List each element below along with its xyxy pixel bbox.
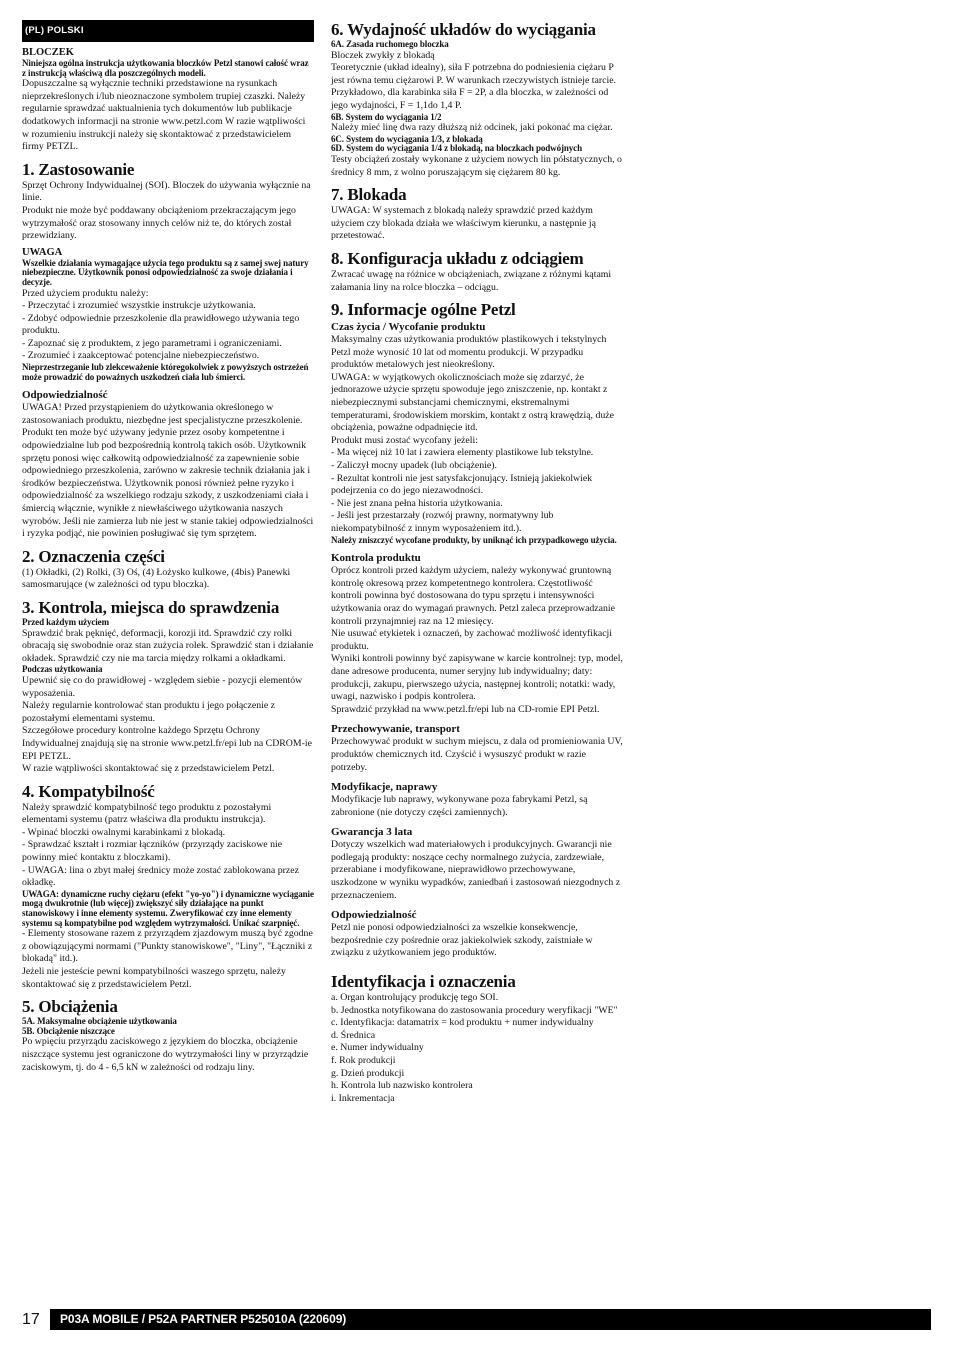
section-6-title: 6. Wydajność układów do wyciągania [331, 20, 596, 39]
s9-control-title: Kontrola produktu [331, 552, 421, 565]
section-2-title: 2. Oznaczenia części [22, 546, 165, 566]
identification-title: Identyfikacja i oznaczenia [331, 972, 516, 992]
s9-life-item: - Jeśli jest przestarzały (rozwój prawny, normatywny lub niekompatybilność z innym wyposażeniem itd.). [331, 510, 554, 534]
s1-item: - Zapoznać się z produktem, z jego parametrami i ograniczeniami. [22, 337, 282, 349]
s1-item: - Zdobyć odpowiednie przeszkolenie dla prawidłowego używania tego produktu. [22, 312, 300, 337]
s9-life-bold: Należy zniszczyć wycofane produkty, by uniknąć ich przypadkowego użycia. [331, 534, 617, 545]
ident-item: d. Średnica [331, 1029, 376, 1041]
s4-i3: - UWAGA: lina o zbyt małej średnicy może zostać zablokowana przez okładkę. [22, 864, 299, 889]
identification-section [331, 972, 623, 1105]
s9-storage-title: Przechowywanie, transport [331, 723, 460, 736]
s1-item: - Przeczytać i zrozumieć wszystkie instrukcje użytkowania. [22, 300, 256, 312]
s4-i1: - Wpinać bloczki owalnymi karabinkami z blokadą. [22, 826, 226, 838]
s9-control-p4: Sprawdzić przykład na www.petzl.fr/epi lub na CD-romie EPI Petzl. [331, 703, 600, 715]
section-7-title: 7. Blokada [331, 185, 407, 205]
ident-item: g. Dzień produkcji [331, 1067, 405, 1079]
s9-life-p1: Maksymalny czas użytkowania produktów plastikowych i tekstylnych Petzl może wynosić 10 lat od momentu produkcji. W przypadku produktów metalowych jest nieokreślony. [331, 334, 607, 371]
s6-d-title: 6D. System do wyciągania 1/4 z blokadą, na bloczkach podwójnych [331, 143, 582, 154]
s9-life-item: - Nie jest znana pełna historia użytkowania. [331, 497, 503, 509]
section-2 [22, 547, 314, 592]
s3-before-p: Sprawdzić brak pęknięć, deformacji, korozji itd. Sprawdzić czy rolki obracają się swobodnie oraz stan zużycia rolek. Sprawdzić stan i działanie okładek. Sprawdzić czy nie ma tarcia między rolkami a okładkami. [22, 627, 314, 664]
s3-during-p2: Należy regularnie kontrolować stan produktu i jego połączenie z pozostałymi elementami systemu. [22, 700, 275, 724]
s4-bold: UWAGA: dynamiczne ruchy ciężaru (efekt "yo-yo") i dynamiczne wyciąganie mogą dwukrotnie (lub więcej) zwiększyć siły działające na punkt stanowiskowy i inne elementy systemu. Zweryfikować czy inne elementy systemu są kompatybilne pod względem wytrzymałości. Unikać szarpnięć. [22, 888, 314, 928]
s8-p: Zwracać uwagę na różnice w obciążeniach, związane z różnymi kątami załamania liny na rolce bloczka – odciągu. [331, 268, 612, 293]
s1-resp-p1: UWAGA! Przed przystąpieniem do użytkowania określonego w zastosowaniach produktu, niezbędne jest specjalistyczne przeszkolenie. [22, 402, 303, 426]
s6-c-title: 6C. System do wyciągania 1/3, z blokadą [331, 133, 483, 144]
s3-during-p4: W razie wątpliwości skontaktować się z przedstawicielem Petzl. [22, 763, 275, 775]
ident-item: b. Jednostka notyfikowana do zastosowania procedury weryfikacji "WE" [331, 1004, 618, 1016]
s9-life-item: - Zaliczył mocny upadek (lub obciążenie). [331, 460, 497, 472]
ident-item: c. Identyfikacja: datamatrix = kod produktu + numer indywidualny [331, 1017, 594, 1029]
s6-a-title: 6A. Zasada ruchomego bloczka [331, 39, 449, 49]
s6-b-title: 6B. System do wyciągania 1/2 [331, 111, 442, 122]
intro-title: BLOCZEK [22, 47, 74, 58]
s9-control-p1: Oprócz kontroli przed każdym użyciem, należy wykonywać gruntowną kontrolę okresową przez kompetentnego kontrolera. Częstotliwość kontroli powinna być dostosowana do typu sprzętu i intensywności użytkowania oraz do wymagań prawnych. Petzl zaleca przeprowadzanie kontroli przynajmniej raz na 12 miesięcy. [331, 565, 615, 627]
s7-p: UWAGA: W systemach z blokadą należy sprawdzić przed każdym użyciem czy blokada działa we właściwym kierunku, a następnie ją przetestować. [331, 205, 596, 242]
right-column [331, 20, 623, 1105]
section-7 [331, 185, 623, 243]
ident-item: a. Organ kontrolujący produkcję tego SOI. [331, 992, 499, 1004]
s9-life-p2: UWAGA: w wyjątkowych okolicznościach może się zdarzyć, że jednorazowe użycie sprzętu spowoduje jego zniszczenie, np. kontakt z niebezpiecznymi substancjami chemicznymi, ekstremalnymi temperaturami, środowiskiem morskim, kontakt z ostrą krawędzią, duże obciążenia, poważne odpadnięcie itd. [331, 371, 614, 434]
s6-a-p2: Teoretycznie (układ idealny), siła F potrzebna do podniesienia ciężaru P jest równa temu ciężarowi P. W warunkach rzeczywistych istnieje tarcie. Przykładowo, dla karabinka siła F = 2P, a dla bloczka, w zależności od jego wydajności, F = 1,1do 1,4 P. [331, 62, 616, 111]
left-column [22, 20, 314, 1074]
s6-a-p1: Bloczek zwykły z blokadą [331, 49, 435, 61]
s1-before: Przed użyciem produktu należy: [22, 287, 149, 299]
document-reference: P03A MOBILE / P52A PARTNER P525010A (220609) [50, 1309, 931, 1330]
page-footer [22, 1309, 931, 1330]
s4-p2: Jeżeli nie jesteście pewni kompatybilności waszego sprzętu, należy skontaktować się z przedstawicielem Petzl. [22, 966, 286, 990]
ident-item: e. Numer indywidualny [331, 1042, 424, 1054]
s6-d-p: Testy obciążeń zostały wykonane z użyciem nowych lin półstatycznych, o średnicy 8 mm, z wolno poruszającym się ciężarem 80 kg. [331, 153, 622, 178]
s2-p: (1) Okładki, (2) Rolki, (3) Oś, (4) Łożysko kulkowe, (4bis) Panewki samosmarujące (w zależności od typu bloczka). [22, 566, 291, 591]
s5-p: Po wpięciu przyrządu zaciskowego z językiem do bloczka, obciążenie niszczące systemu jest ograniczone do wytrzymałości liny w przyrządzie zaciskowym, tj. do 4 - 6,5 kN w zależności od rodzaju liny. [22, 1036, 309, 1073]
ident-item: i. Inkrementacja [331, 1092, 395, 1104]
section-4 [22, 782, 314, 992]
s1-item: - Zrozumieć i zaakceptować potencjalne niebezpieczeństwo. [22, 350, 260, 362]
s9-resp-p: Petzl nie ponosi odpowiedzialności za wszelkie konsekwencje, bezpośrednie czy pośrednie oraz jakiekolwiek szkody, zaistniałe w związku z użytkowaniem jego produktów. [331, 922, 593, 959]
s9-life-item: - Rezultat kontroli nie jest satysfakcjonujący. Istnieją jakiekolwiek podejrzenia co do jego niezawodności. [331, 472, 593, 497]
s9-control-p3: Wyniki kontroli powinny być zapisywane w karcie kontrolnej: typ, model, dane adresowe producenta, numer seryjny lub indywidualny; daty: produkcji, zakupu, pierwszego użycia, następnej kontroli; notatki: wady, uwagi, nazwisko i podpis kontrolera. [331, 653, 623, 703]
s9-warranty-p: Dotyczy wszelkich wad materiałowych i produkcyjnych. Gwarancji nie podlegają produkty: noszące cechy normalnego zużycia, zardzewiałe, przerabiane i modyfikowane, nieprawidłowo przechowywane, uszkodzone w wyniku wypadków, zaniedbań i zastosowań niezgodnych z przeznaczeniem. [331, 839, 621, 901]
s3-during-p3: Szczegółowe procedury kontrolne każdego Sprzętu Ochrony Indywidualnej znajdują się na stronie www.petzl.fr/epi lub na CDROM-ie EPI PETZL. [22, 725, 312, 762]
s6-b-p: Należy mieć linę dwa razy dłuższą niż odcinek, jaki pokonać ma ciężar. [331, 122, 613, 134]
section-9 [331, 300, 623, 960]
s3-during-title: Podczas użytkowania [22, 664, 103, 675]
section-4-title: 4. Kompatybilność [22, 781, 155, 801]
page-number: 17 [22, 1311, 40, 1328]
s9-mod-title: Modyfikacje, naprawy [331, 781, 438, 794]
s9-resp-title: Odpowiedzialność [331, 909, 417, 922]
s1-resp-title: Odpowiedzialność [22, 389, 108, 402]
s1-uwaga-title: UWAGA [22, 246, 63, 258]
s1-p2: Produkt nie może być poddawany obciążeniom przekraczającym jego wytrzymałość oraz stosowany innych celów niż te, do których został przewidziany. [22, 204, 296, 242]
s9-life-p3: Produkt musi zostać wycofany jeżeli: [331, 434, 478, 446]
s1-warning-bold: Nieprzestrzeganie lub zlekceważenie któregokolwiek z powyższych ostrzeżeń może prowadzić do poważnych uszkodzeń ciała lub śmierci. [22, 362, 309, 382]
section-8-title: 8. Konfiguracja układu z odciągiem [331, 248, 584, 268]
s3-before-title: Przed każdym użyciem [22, 616, 109, 627]
section-6 [331, 20, 623, 179]
ident-item: f. Rok produkcji [331, 1055, 396, 1066]
section-1 [22, 160, 314, 541]
s1-resp-p2: Produkt ten może być używany jedynie przez osoby kompetentne i odpowiedzialne lub pod bezpośrednią kontrolą takich osób. Użytkownik sprzętu ponosi więc całkowitą odpowiedzialność za zapewnienie sobie odpowiedniego przeszkolenia, zarówno w zakresie technik działania jak i środków bezpieczeństwa. Użytkownik ponosi również pełne ryzyko i odpowiedzialność za wszelkiego rodzaju szkody, z uszkodzeniami ciała i śmiercią włącznie, wynikłe z niewłaściwego użytkowania naszych wyrobów. Jeśli nie zamierza lub nie jest w stanie takiej odpowiedzialności i ryzyka podjąć, nie powinien posługiwać się tym sprzętem. [22, 427, 314, 540]
s9-storage-p: Przechowywać produkt w suchym miejscu, z dala od promieniowania UV, produktów chemicznych itd. Czyścić i wysuszyć produkt w razie potrzeby. [331, 736, 623, 773]
s5-b: 5B. Obciążenie niszczące [22, 1025, 115, 1036]
s5-a: 5A. Maksymalne obciążenie użytkowania [22, 1016, 177, 1027]
section-5 [22, 997, 314, 1074]
section-5-title: 5. Obciążenia [22, 997, 118, 1017]
s4-i4: - Elementy stosowane razem z przyrządem zjazdowym muszą być zgodne z obowiązującymi normami ("Punkty stanowiskowe", "Liny", "Łączniki z blokadą" itd.). [22, 928, 313, 965]
section-1-title: 1. Zastosowanie [22, 159, 135, 179]
intro-section [22, 47, 314, 154]
section-3-title: 3. Kontrola, miejsca do sprawdzenia [22, 597, 280, 617]
s4-i2: - Sprawdzać kształt i rozmiar łączników (przyrządy zaciskowe nie powinny mieć kontaktu z bloczkami). [22, 839, 283, 864]
s3-during-p1: Upewnić się co do prawidłowej - względem siebie - pozycji elementów wyposażenia. [22, 674, 303, 699]
intro-body: Dopuszczalne są wyłącznie techniki przedstawione na rysunkach nieprzekreślonych i/lub nieoznaczone symbolem trupiej czaszki. Należy regularnie sprawdzać uaktualnienia tych dokumentów lub publikacje dodatkowych informacji na stronie www.petzl.com W razie wątpliwości w rozumieniu instrukcji należy się skontaktować z przedstawicielem firmy PETZL. [22, 78, 306, 153]
intro-lead: Niniejsza ogólna instrukcja użytkowania bloczków Petzl stanowi całość wraz z instrukcją właściwą dla poszczególnych modeli. [22, 58, 309, 78]
s9-mod-p: Modyfikacje lub naprawy, wykonywane poza fabrykami Petzl, są zabronione (nie dotyczy części zamiennych). [331, 794, 588, 818]
s9-control-p2: Nie usuwać etykietek i oznaczeń, by zachować możliwość identyfikacji produktu. [331, 628, 613, 652]
language-label: (PL) POLSKI [22, 20, 314, 42]
s9-life-item: - Ma więcej niż 10 lat i zawiera elementy plastikowe lub tekstylne. [331, 447, 594, 459]
s1-uwaga-bold: Wszelkie działania wymagające użycia tego produktu są z samej swej natury niebezpieczne. Użytkownik ponosi odpowiedzialność za swoje działania i decyzje. [22, 257, 309, 287]
ident-item: h. Kontrola lub nazwisko kontrolera [331, 1080, 473, 1092]
s4-p1: Należy sprawdzić kompatybilność tego produktu z pozostałymi elementami systemu (patrz właściwa dla produktu instrukcja). [22, 801, 272, 826]
s1-p1: Sprzęt Ochrony Indywidualnej (SOI). Bloczek do używania wyłącznie na linie. [22, 179, 311, 204]
section-9-title: 9. Informacje ogólne Petzl [331, 300, 516, 320]
s9-life-title: Czas życia / Wycofanie produktu [331, 321, 486, 334]
section-8 [331, 249, 623, 294]
s9-warranty-title: Gwarancja 3 lata [331, 826, 413, 839]
section-3 [22, 598, 314, 776]
